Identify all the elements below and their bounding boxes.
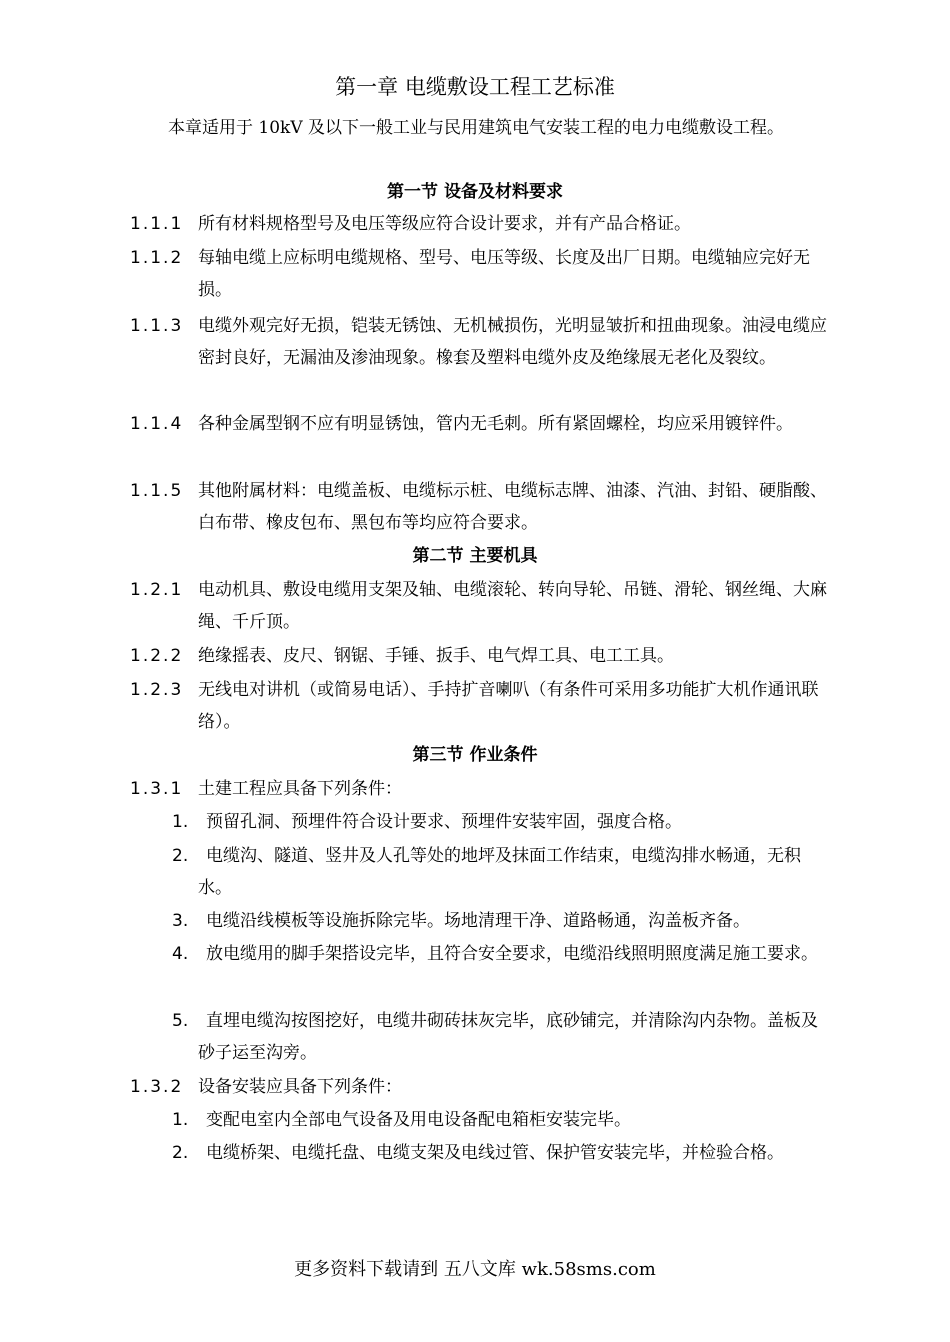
item-number: 1.1.3 <box>130 316 184 336</box>
item-text: 每轴电缆上应标明电缆规格、型号、电压等级、长度及出厂日期。电缆轴应完好无损。 <box>198 248 810 300</box>
list-item <box>130 574 830 638</box>
item-text: 各种金属型钢不应有明显锈蚀，管内无毛刺。所有紧固螺栓，均应采用镀锌件。 <box>198 414 793 434</box>
list-item <box>130 1071 830 1103</box>
item-number: 1.2.3 <box>130 680 184 700</box>
list-item <box>130 640 830 672</box>
sub-item-number: 2. <box>172 1143 189 1163</box>
sub-list-item <box>172 1005 822 1069</box>
intro-paragraph: 本章适用于 10kV 及以下一般工业与民用建筑电气安装工程的电力电缆敷设工程。 <box>168 118 785 138</box>
list-item <box>130 674 830 738</box>
item-number: 1.1.4 <box>130 414 184 434</box>
sub-item-number: 3. <box>172 911 189 931</box>
list-item <box>130 242 830 306</box>
sub-list-item <box>172 1104 822 1136</box>
sub-list-item <box>172 905 822 937</box>
sub-item-text: 放电缆用的脚手架搭设完毕，且符合安全要求，电缆沿线照明照度满足施工要求。 <box>206 944 818 964</box>
item-text: 土建工程应具备下列条件： <box>198 779 402 799</box>
item-text: 电动机具、敷设电缆用支架及轴、电缆滚轮、转向导轮、吊链、滑轮、钢丝绳、大麻绳、千斤顶。 <box>198 580 827 632</box>
chapter-title: 第一章 电缆敷设工程工艺标准 <box>335 75 615 99</box>
item-number: 1.1.1 <box>130 214 184 234</box>
sub-item-number: 1. <box>172 812 189 832</box>
sub-item-text: 直埋电缆沟按图挖好，电缆井砌砖抹灰完毕，底砂铺完，并清除沟内杂物。盖板及砂子运至沟旁。 <box>198 1011 818 1063</box>
sub-item-number: 4. <box>172 944 189 964</box>
item-number: 1.3.1 <box>130 779 184 799</box>
section-title: 第一节 设备及材料要求 <box>387 182 563 202</box>
item-number: 1.2.2 <box>130 646 184 666</box>
list-item <box>130 773 830 805</box>
sub-list-item <box>172 840 822 904</box>
item-number: 1.1.2 <box>130 248 184 268</box>
item-text: 设备安装应具备下列条件： <box>198 1077 402 1097</box>
sub-item-number: 5. <box>172 1011 189 1031</box>
sub-item-text: 电缆沿线模板等设施拆除完毕。场地清理干净、道路畅通，沟盖板齐备。 <box>206 911 750 931</box>
footer-download-link[interactable]: 更多资料下载请到 五八文库 wk.58sms.com <box>294 1259 656 1280</box>
sub-item-text: 变配电室内全部电气设备及用电设备配电箱柜安装完毕。 <box>206 1110 631 1130</box>
item-number: 1.1.5 <box>130 481 184 501</box>
list-item <box>130 475 830 539</box>
item-number: 1.3.2 <box>130 1077 184 1097</box>
sub-item-text: 电缆桥架、电缆托盘、电缆支架及电线过管、保护管安装完毕，并检验合格。 <box>206 1143 784 1163</box>
sub-list-item <box>172 1137 822 1169</box>
list-item <box>130 408 830 440</box>
item-text: 所有材料规格型号及电压等级应符合设计要求，并有产品合格证。 <box>198 214 691 234</box>
sub-item-text: 电缆沟、隧道、竖井及人孔等处的地坪及抹面工作结束，电缆沟排水畅通，无积水。 <box>198 846 801 898</box>
section-title: 第二节 主要机具 <box>412 546 538 566</box>
item-text: 无线电对讲机（或简易电话）、手持扩音喇叭（有条件可采用多功能扩大机作通讯联络）。 <box>198 680 819 732</box>
item-text: 其他附属材料：电缆盖板、电缆标示桩、电缆标志牌、油漆、汽油、封铅、硬脂酸、白布带、橡皮包布、黑包布等均应符合要求。 <box>198 481 827 533</box>
sub-list-item <box>172 806 822 838</box>
list-item <box>130 310 830 374</box>
item-text: 电缆外观完好无损，铠装无锈蚀、无机械损伤，光明显皱折和扭曲现象。油浸电缆应密封良好，无漏油及渗油现象。橡套及塑料电缆外皮及绝缘展无老化及裂纹。 <box>198 316 827 368</box>
list-item <box>130 208 830 240</box>
sub-item-text: 预留孔洞、预埋件符合设计要求、预埋件安装牢固，强度合格。 <box>206 812 682 832</box>
sub-list-item <box>172 938 822 970</box>
item-text: 绝缘摇表、皮尺、钢锯、手锤、扳手、电气焊工具、电工工具。 <box>198 646 674 666</box>
sub-item-number: 1. <box>172 1110 189 1130</box>
sub-item-number: 2. <box>172 846 189 866</box>
item-number: 1.2.1 <box>130 580 184 600</box>
section-title: 第三节 作业条件 <box>412 745 538 765</box>
